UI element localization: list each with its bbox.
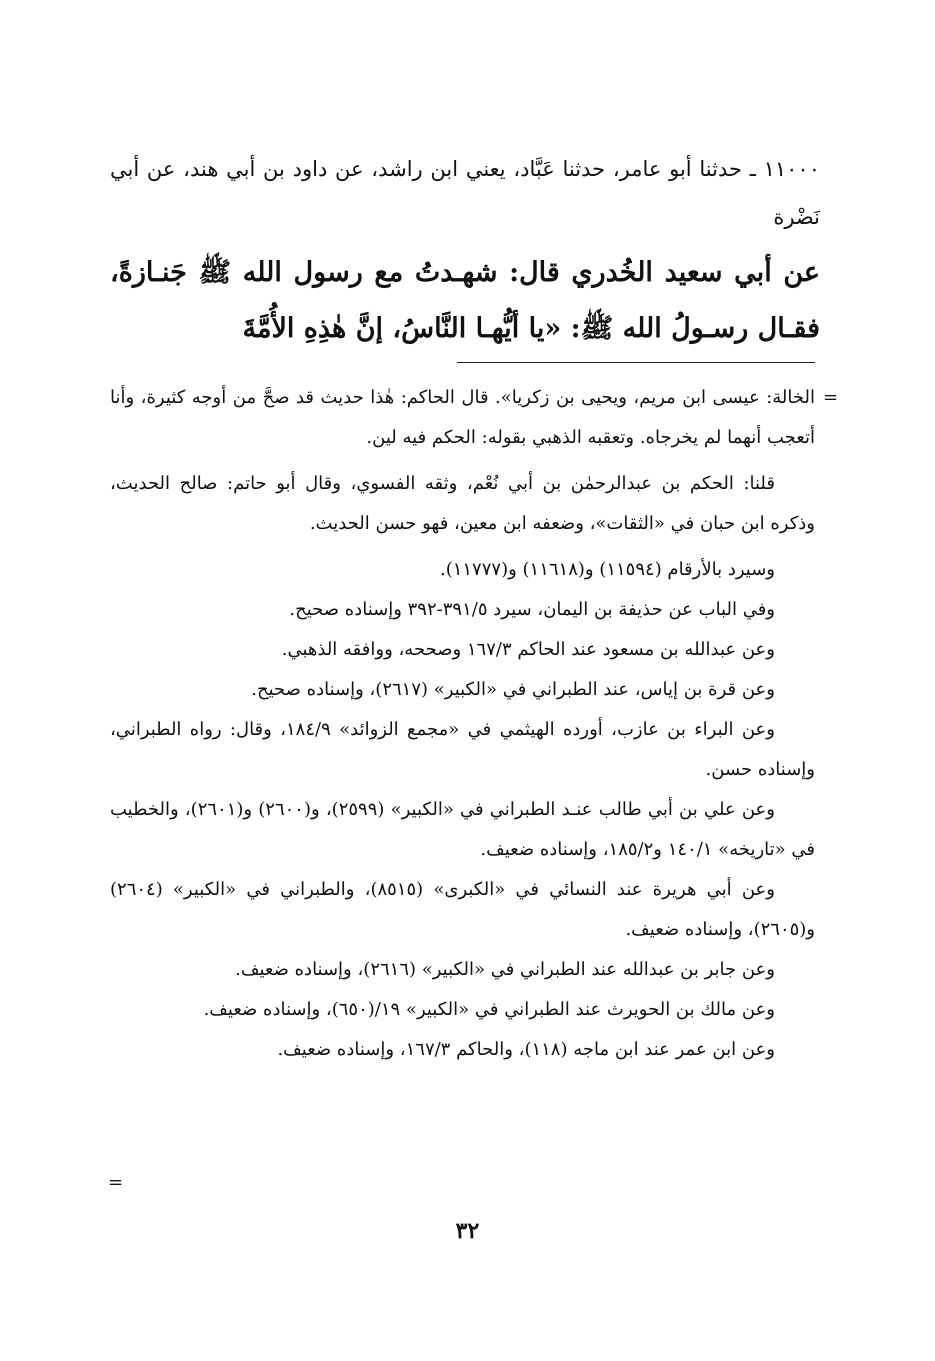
page-number: ٣٢ [455,1218,480,1244]
footnote-paragraph: وعن علي بن أبي طالب عنـد الطبراني في «الكبير» (٢٥٩٩)، و(٢٦٠٠) و(٢٦٠١)، والخطيب في «تاريخه» ١٤٠/١ و١٨٥/٢، وإسناده ضعيف. [110,799,815,860]
hadith-isnad: ١١٠٠٠ ـ حدثنا أبو عامر، حدثنا عَبَّاد، يعني ابن راشد، عن داود بن أبي هند، عن أبي نَضْرة [110,157,820,229]
footnotes [110,378,815,1070]
footnote-paragraph: وعن جابر بن عبدالله عند الطبراني في «الكبير» (٢٦١٦)، وإسناده ضعيف. [235,959,775,980]
footnote-paragraph: قلنا: الحكم بن عبدالرحمٰن بن أبي نُعْم، وثقه الفسوي، وقال أبو حاتم: صالح الحديث، وذكره ابن حبان في «الثقات»، وضعفه ابن معين، فهو حسن الحديث. [110,473,815,534]
footnote-paragraph: وعن قرة بن إياس، عند الطبراني في «الكبير» (٢٦١٧)، وإسناده صحيح. [251,679,775,700]
footnote-continuation-mark-start: = [823,387,839,408]
footnote-separator [457,362,815,363]
footnote-paragraph: الخالة: عيسى ابن مريم، ويحيى بن زكريا». قال الحاكم: هٰذا حديث قد صحَّ من أوجه كثيرة، وأنا أتعجب أنهما لم يخرجاه. وتعقبه الذهبي بقوله: الحكم فيه لين. [110,387,815,448]
footnote-paragraph: وعن أبي هريرة عند النسائي في «الكبرى» (٨٥١٥)، والطبراني في «الكبير» (٢٦٠٤) و(٢٦٠٥)، وإسناده ضعيف. [110,879,815,940]
hadith-matn: عن أبي سعيد الخُدري قال: شهـدتُ مع رسول الله ﷺ جَنـازةً، فقـال رسـولُ الله ﷺ: «يا أيُّهـا النَّاسُ، إنَّ هٰذِهِ الأُمَّةَ [110,257,820,344]
footnote-paragraph: وعن ابن عمر عند ابن ماجه (١١٨)، والحاكم ١٦٧/٣، وإسناده ضعيف. [277,1039,775,1060]
hadith-text [110,145,820,357]
footnote-paragraph: وسيرد بالأرقام (١١٥٩٤) و(١١٦١٨) و(١١٧٧٧). [439,559,775,580]
footnote-paragraph: وعن مالك بن الحويرث عند الطبراني في «الكبير» ١٩/(٦٥٠)، وإسناده ضعيف. [203,999,775,1020]
footnote-continuation-mark-end: = [108,1172,124,1193]
footnote-paragraph: وعن عبدالله بن مسعود عند الحاكم ١٦٧/٣ وصححه، ووافقه الذهبي. [281,639,775,660]
footnote-paragraph: وعن البراء بن عازب، أورده الهيثمي في «مجمع الزوائد» ١٨٤/٩، وقال: رواه الطبراني، وإسناده حسن. [110,719,815,780]
footnote-paragraph: وفي الباب عن حذيفة بن اليمان، سيرد ٣٩١/٥-٣٩٢ وإسناده صحيح. [289,599,775,620]
